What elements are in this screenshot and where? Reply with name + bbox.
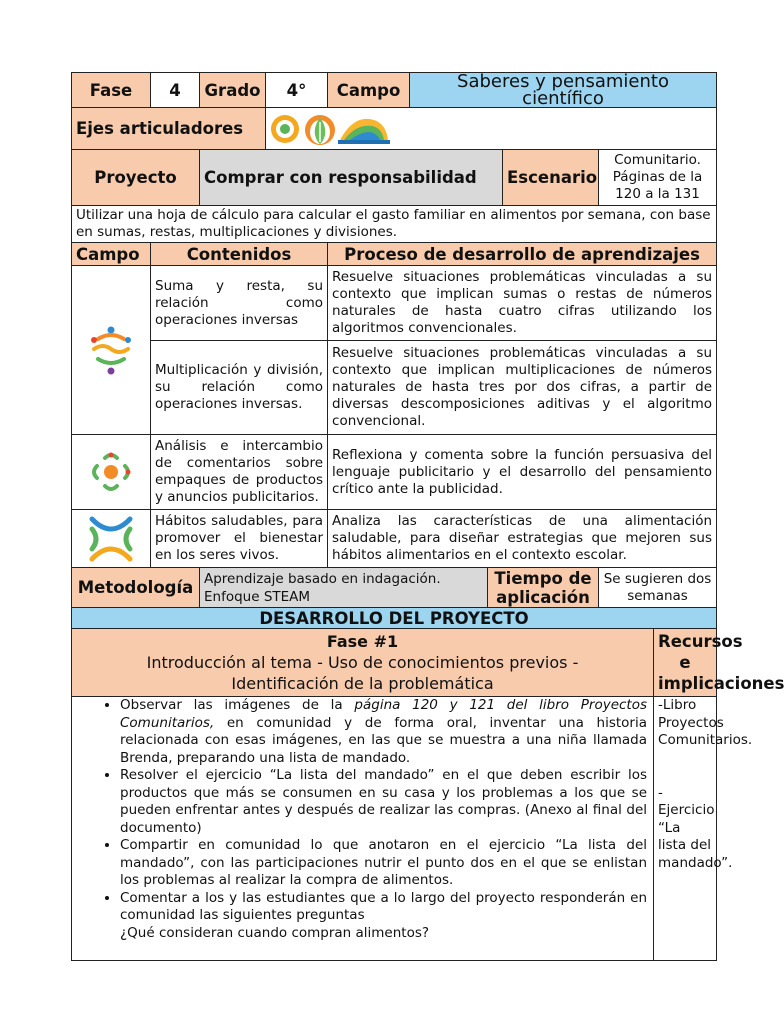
recurso-2: -Ejercicio “La lista del mandado”. <box>658 784 733 871</box>
contenido-4: Hábitos saludables, para promover el bienestar en los seres vivos. <box>151 510 328 568</box>
proceso-4: Analiza las características de una alimentación saludable, para diseñar estrategias que mejoren sus hábitos alimentarios en el contexto escolar. <box>328 510 717 568</box>
grado-label: Grado <box>200 73 266 108</box>
proyecto-label: Proyecto <box>72 150 200 206</box>
objective-text: Utilizar una hoja de cálculo para calcular el gasto familiar en alimentos por semana, con base en sumas, restas, multiplicaciones y divisiones. <box>72 206 717 243</box>
contenidos-col-header: Contenidos <box>151 243 328 266</box>
escenario-value: Comunitario. Páginas de la 120 a la 131 <box>599 150 717 206</box>
metodologia-line-2: Enfoque STEAM <box>204 588 311 605</box>
activity-3: • Compartir en comunidad lo que anotaron en el ejercicio “La lista del mandado”, con las participaciones nutrir el punto dos en el que se enlistan los problemas al realizar la compra de alimentos. <box>120 837 647 890</box>
campo-label: Campo <box>328 73 410 108</box>
ejes-label: Ejes articuladores <box>72 108 266 150</box>
grado-value: 4° <box>266 73 328 108</box>
lenguajes-icon <box>88 449 134 495</box>
eje-interculturalidad-icon <box>305 115 335 145</box>
fase1-title: Fase #1 <box>326 632 399 651</box>
escenario-label: Escenario <box>503 150 599 206</box>
activities-list <box>72 697 647 925</box>
campo-col-header: Campo <box>72 243 151 266</box>
metodologia-line-1: Aprendizaje basado en indagación. <box>204 570 441 587</box>
proceso-2: Resuelve situaciones problemáticas vinculadas a su contexto que implican multiplicaciones de números naturales de hasta tres por dos cifras, a partir de diversas descomposiciones aditivas y el algoritmo convencional. <box>328 341 717 435</box>
recursos-cell <box>654 697 753 961</box>
fase-value: 4 <box>151 73 200 108</box>
proyecto-title: Comprar con responsabilidad <box>200 150 503 206</box>
humano-comunitario-icon <box>86 515 136 563</box>
fase1-subtitle: Introducción al tema - Uso de conocimientos previos - Identificación de la problemática <box>146 653 579 693</box>
campo-lenguajes-cell <box>72 435 151 510</box>
campo-humano-cell <box>72 510 151 568</box>
activity-2: • Resolver el ejercicio “La lista del mandado” en el que deben escribir los productos que más se consumen en su casa y los problemas a los que se pueden enfrentar antes y después de realizar las compras. (Anexo al final del documento) <box>120 767 647 837</box>
contenido-3: Análisis e intercambio de comentarios sobre empaques de productos y anuncios publicitarios. <box>151 435 328 510</box>
contenido-1: Suma y resta, su relación como operaciones inversas <box>151 266 328 341</box>
metodologia-value <box>200 568 488 608</box>
proceso-1: Resuelve situaciones problemáticas vinculadas a su contexto que implican sumas o restas de números naturales de hasta cuatro cifras utilizando los algoritmos convencionales. <box>328 266 717 341</box>
proceso-col-header: Proceso de desarrollo de aprendizajes <box>328 243 717 266</box>
fase1-header <box>72 629 654 697</box>
recurso-1: -Libro Proyectos Comunitarios. <box>658 697 753 748</box>
activity-1: • Observar las imágenes de la página 120 y 121 del libro Proyectos Comunitarios, en comunidad y de forma oral, inventar una historia relacionada con esas imágenes, en las que se muestra a una niña llamada Brenda, preparando una lista de mandado. <box>120 697 647 767</box>
proceso-3: Reflexiona y comenta sobre la función persuasiva del lenguaje publicitario y el desarrollo del pensamiento crítico ante la publicidad. <box>328 435 717 510</box>
eje-vida-saludable-icon <box>338 118 390 143</box>
desarrollo-title: DESARROLLO DEL PROYECTO <box>72 608 717 629</box>
activities-question: ¿Qué consideran cuando compran alimentos? <box>120 924 430 941</box>
campo-value: Saberes y pensamiento científico <box>410 73 717 108</box>
ejes-icons <box>266 108 717 150</box>
planning-table <box>71 71 784 961</box>
activity-4: • Comentar a los y las estudiantes que a lo largo del proyecto responderán en comunidad las siguientes preguntas <box>120 890 647 925</box>
metodologia-label: Metodología <box>72 568 200 608</box>
saberes-icon <box>88 325 134 375</box>
campo-saberes-cell <box>72 266 151 435</box>
tiempo-label: Tiempo de aplicación <box>488 568 599 608</box>
recursos-header: Recursos e implicaciones <box>654 629 717 697</box>
eje-inclusion-icon <box>271 115 299 143</box>
fase-label: Fase <box>72 73 151 108</box>
tiempo-value: Se sugieren dos semanas <box>599 568 717 608</box>
contenido-2: Multiplicación y división, su relación como operaciones inversas. <box>151 341 328 435</box>
activities-cell <box>72 697 654 961</box>
ejes-icons-svg <box>268 110 408 148</box>
